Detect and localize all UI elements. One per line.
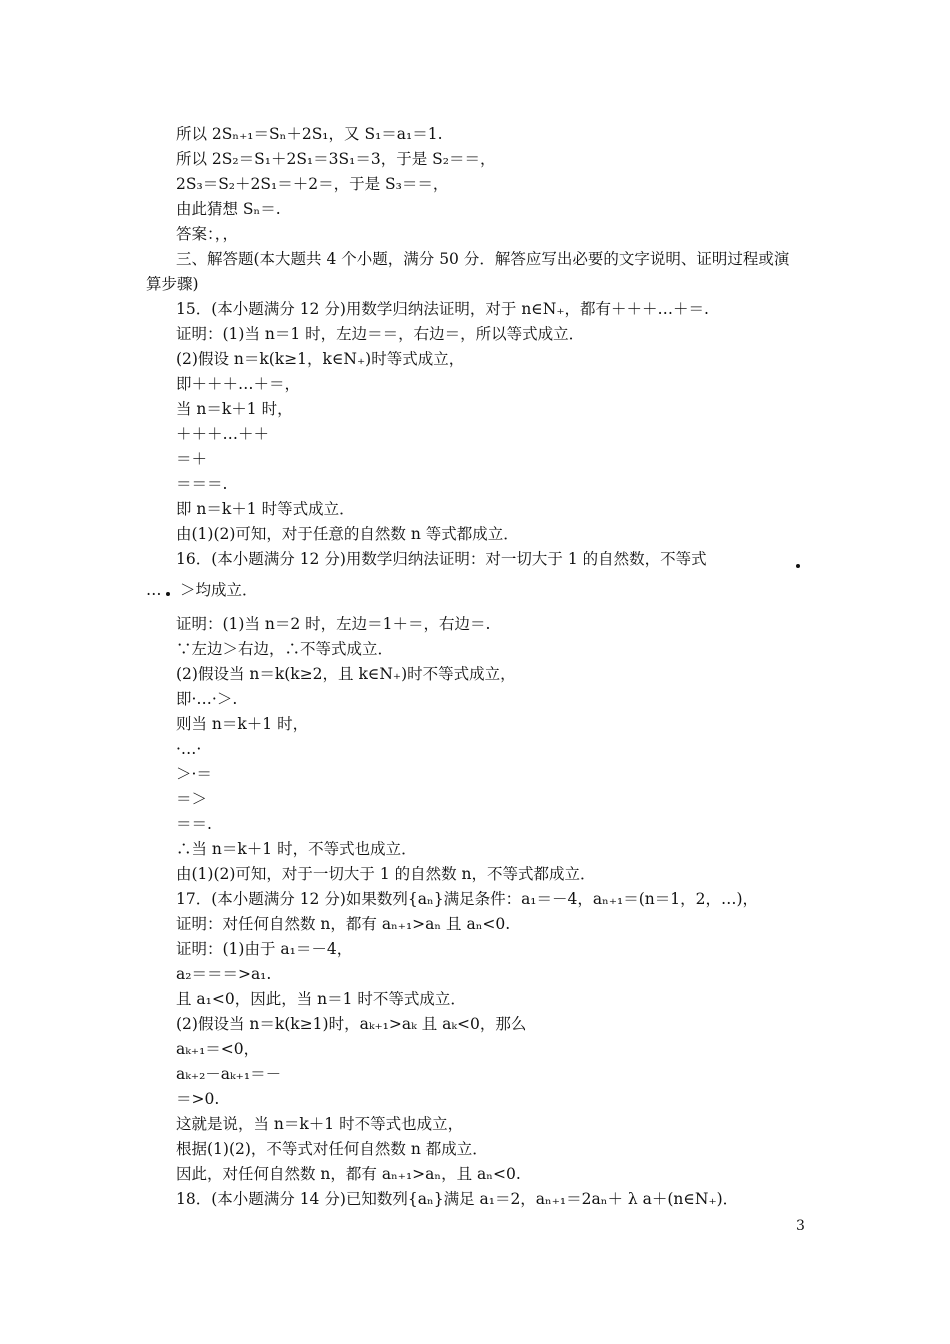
text-line: 证明：(1)当 n＝2 时，左边＝1＋＝，右边＝. (176, 615, 491, 633)
text-line: 即 n＝k＋1 时等式成立． (176, 500, 355, 518)
text-line: ＞均成立． (180, 581, 258, 599)
problem-18: 18．(本小题满分 14 分)已知数列{aₙ}满足 a₁＝2，aₙ₊₁＝2aₙ＋ λ a＋(n∈N₊)． (176, 1190, 739, 1208)
problem-17: 17．(本小题满分 12 分)如果数列{aₙ}满足条件：a₁＝－4，aₙ₊₁＝(n＝1，2，…)， (176, 890, 759, 908)
text-line: ＝>0. (176, 1090, 220, 1108)
text-line: (2)假设当 n＝k(k≥2，且 k∈N₊)时不等式成立， (176, 665, 516, 683)
text-line: 则当 n＝k＋1 时， (176, 715, 309, 733)
text-line: ＝＞ (176, 790, 208, 808)
text-line: 证明：(1)当 n＝1 时，左边＝＝，右边＝，所以等式成立． (176, 325, 585, 343)
text-line: 当 n＝k＋1 时， (176, 400, 293, 418)
text-line: (2)假设 n＝k(k≥1，k∈N₊)时等式成立， (176, 350, 465, 368)
text-line: aₖ₊₁＝<0， (176, 1040, 260, 1058)
text-line: ＞·＝ (176, 765, 212, 783)
section-heading-cont: 算步骤) (146, 275, 199, 293)
text-line: 2S₃＝S₂＋2S₁＝＋2＝，于是 S₃＝＝， (176, 175, 449, 193)
text-line: ∴当 n＝k＋1 时，不等式也成立． (176, 840, 417, 858)
text-line: 所以 2S₂＝S₁＋2S₁＝3S₁＝3，于是 S₂＝＝， (176, 150, 496, 168)
formula-dot (796, 564, 800, 568)
text-line: 且 a₁<0，因此，当 n＝1 时不等式成立． (176, 990, 466, 1008)
text-line: ∵左边＞右边，∴不等式成立． (176, 640, 394, 658)
text-line: 即＋＋＋…＋＝， (176, 375, 301, 393)
text-line: (2)假设当 n＝k(k≥1)时，aₖ₊₁>aₖ 且 aₖ<0，那么 (176, 1015, 527, 1033)
text-line: 由(1)(2)可知，对于一切大于 1 的自然数 n，不等式都成立． (176, 865, 596, 883)
text-line: 答案：，， (176, 225, 239, 243)
text-line: 因此，对任何自然数 n，都有 aₙ₊₁>aₙ，且 aₙ<0. (176, 1165, 521, 1183)
text-line: a₂＝＝＝>a₁. (176, 965, 272, 983)
problem-15: 15．(本小题满分 12 分)用数学归纳法证明，对于 n∈N₊，都有＋＋＋…＋＝. (176, 300, 709, 318)
text-line: ＝＝. (176, 815, 212, 833)
text-line: … (146, 581, 162, 599)
text-line: 证明：(1)由于 a₁＝－4， (176, 940, 353, 958)
formula-dot (166, 592, 170, 596)
text-line: 这就是说，当 n＝k＋1 时不等式也成立， (176, 1115, 464, 1133)
text-line: 即·…·＞. (176, 690, 238, 708)
text-line: ＝＝＝. (176, 475, 228, 493)
section-heading: 三、解答题(本大题共 4 个小题，满分 50 分．解答应写出必要的文字说明、证明过程或演 (176, 250, 790, 268)
text-line: aₖ₊₂－aₖ₊₁＝－ (176, 1065, 282, 1083)
page-number: 3 (796, 1218, 805, 1234)
text-line: ＋＋＋…＋＋ (176, 425, 270, 443)
text-line: 由此猜想 Sₙ＝. (176, 200, 281, 218)
text-line: 所以 2Sₙ₊₁＝Sₙ＋2S₁，又 S₁＝a₁＝1. (176, 125, 443, 143)
text-line: 根据(1)(2)，不等式对任何自然数 n 都成立． (176, 1140, 488, 1158)
text-line: ＝＋ (176, 450, 208, 468)
text-line: 证明：对任何自然数 n，都有 aₙ₊₁>aₙ 且 aₙ<0. (176, 915, 511, 933)
text-line: ·…· (176, 740, 202, 758)
text-line: 由(1)(2)可知，对于任意的自然数 n 等式都成立． (176, 525, 519, 543)
problem-16: 16．(本小题满分 12 分)用数学归纳法证明：对一切大于 1 的自然数，不等式 (176, 550, 707, 568)
